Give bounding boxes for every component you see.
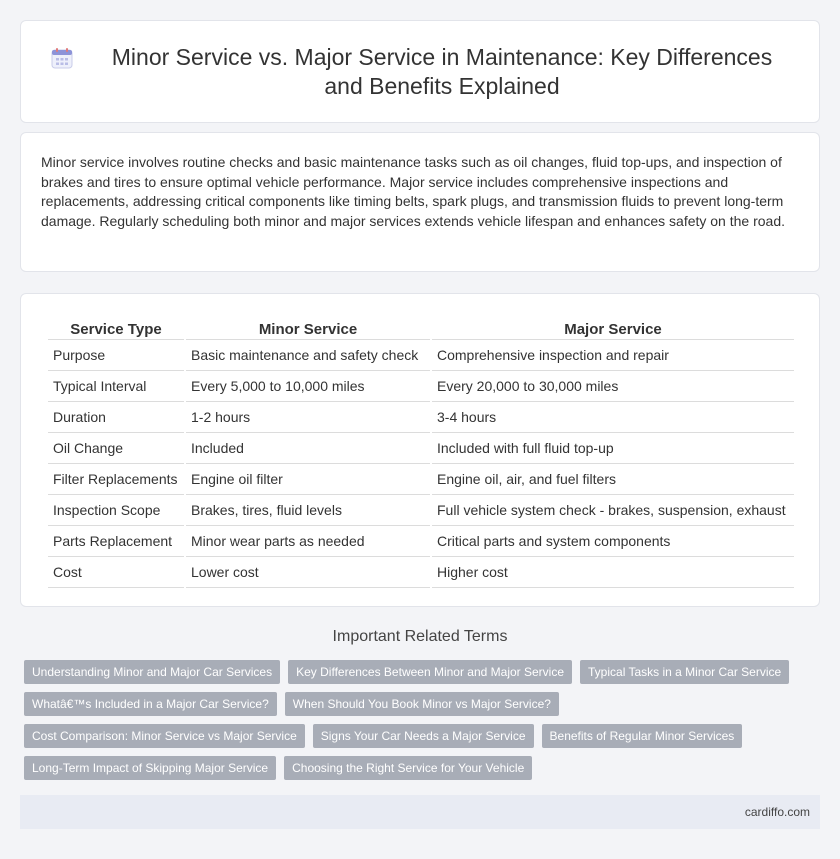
table-cell: Full vehicle system check - brakes, suspension, exhaust	[432, 495, 794, 526]
table-cell: Lower cost	[186, 557, 430, 588]
table-row	[48, 526, 794, 557]
related-term-tag[interactable]: Benefits of Regular Minor Services	[542, 724, 743, 748]
table-cell: Inspection Scope	[48, 495, 184, 526]
intro-paragraph: Minor service involves routine checks and basic maintenance tasks such as oil changes, fluid top-ups, and inspection of brakes and tires to ensure optimal vehicle performance. Major service includes comprehensive inspections and replacements, addressing critical components like timing belts, spark plugs, and transmission fluids to prevent long-term damage. Regularly scheduling both minor and major services extends vehicle lifespan and enhances safety on the road.	[41, 154, 785, 229]
table-cell: Filter Replacements	[48, 464, 184, 495]
column-header-major-service: Major Service	[432, 313, 794, 340]
table-cell: Critical parts and system components	[432, 526, 794, 557]
table-row	[48, 402, 794, 433]
related-terms-title: Important Related Terms	[332, 628, 508, 645]
related-term-tag[interactable]: Cost Comparison: Minor Service vs Major Service	[24, 724, 305, 748]
table-cell: Engine oil filter	[186, 464, 430, 495]
table-cell: Cost	[48, 557, 184, 588]
related-term-tag[interactable]: Typical Tasks in a Minor Car Service	[580, 660, 789, 684]
intro-card	[20, 132, 820, 272]
related-term-tag[interactable]: Long-Term Impact of Skipping Major Service	[24, 756, 276, 780]
title-wrap	[21, 21, 819, 122]
related-term-tag[interactable]: Whatâ€™s Included in a Major Car Service?	[24, 692, 277, 716]
related-term-tag[interactable]: Choosing the Right Service for Your Vehicle	[284, 756, 532, 780]
table-row	[48, 464, 794, 495]
related-terms-list	[24, 660, 814, 788]
table-cell: 1-2 hours	[186, 402, 430, 433]
table-cell: Higher cost	[432, 557, 794, 588]
table-row	[48, 340, 794, 371]
table-cell: Comprehensive inspection and repair	[432, 340, 794, 371]
table-cell: Included	[186, 433, 430, 464]
table-header-row	[48, 313, 794, 340]
table-cell: Minor wear parts as needed	[186, 526, 430, 557]
comparison-table	[46, 313, 796, 588]
table-cell: Basic maintenance and safety check	[186, 340, 430, 371]
table-cell: Every 5,000 to 10,000 miles	[186, 371, 430, 402]
table-row	[48, 371, 794, 402]
table-cell: 3-4 hours	[432, 402, 794, 433]
table-cell: Engine oil, air, and fuel filters	[432, 464, 794, 495]
page-title: Minor Service vs. Major Service in Maintenance: Key Differences and Benefits Explained	[111, 43, 773, 99]
related-term-tag[interactable]: Understanding Minor and Major Car Services	[24, 660, 280, 684]
table-row	[48, 557, 794, 588]
column-header-minor-service: Minor Service	[186, 313, 430, 340]
footer	[20, 795, 820, 829]
column-header-service-type: Service Type	[48, 313, 184, 340]
footer-site-link[interactable]: cardiffo.com	[744, 805, 810, 819]
table-cell: Parts Replacement	[48, 526, 184, 557]
table-cell: Purpose	[48, 340, 184, 371]
table-row	[48, 495, 794, 526]
calendar-icon	[51, 47, 73, 69]
related-term-tag[interactable]: When Should You Book Minor vs Major Service?	[285, 692, 559, 716]
title-card	[20, 20, 820, 123]
table-cell: Duration	[48, 402, 184, 433]
table-cell: Brakes, tires, fluid levels	[186, 495, 430, 526]
table-row	[48, 433, 794, 464]
related-term-tag[interactable]: Signs Your Car Needs a Major Service	[313, 724, 534, 748]
table-cell: Oil Change	[48, 433, 184, 464]
table-cell: Typical Interval	[48, 371, 184, 402]
table-cell: Every 20,000 to 30,000 miles	[432, 371, 794, 402]
comparison-card	[20, 293, 820, 607]
related-term-tag[interactable]: Key Differences Between Minor and Major Service	[288, 660, 572, 684]
table-cell: Included with full fluid top-up	[432, 433, 794, 464]
